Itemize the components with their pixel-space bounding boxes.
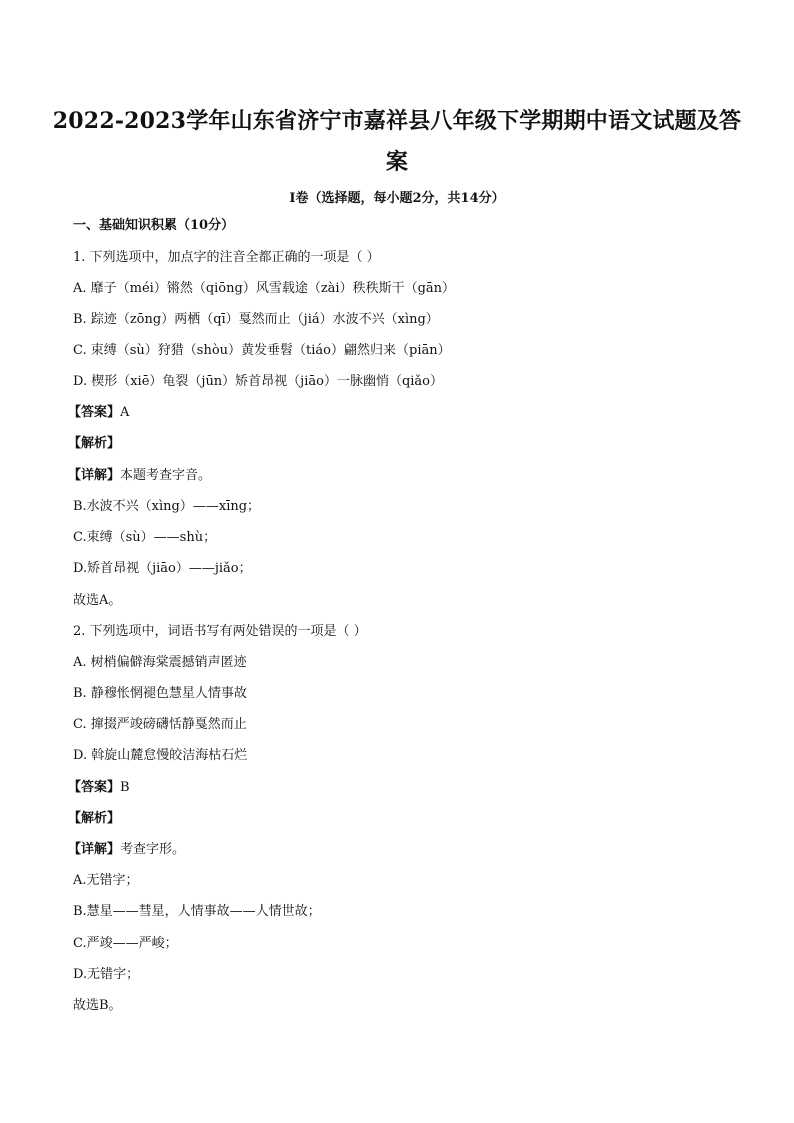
q1-conclusion: 故选A。 [73, 593, 122, 608]
q1-option-d: D. 楔形（xiē）龟裂（jūn）矫首昂视（jiāo）一脉幽悄（qiǎo） [73, 374, 444, 389]
q2-option-c: C. 撺掇严竣磅礴恬静戛然而止 [73, 717, 247, 732]
answer-value: B [120, 780, 130, 795]
section-heading: 一、基础知识积累（10分） [73, 218, 235, 233]
q2-detail [68, 842, 185, 858]
detail-tag: 【详解】 [68, 842, 121, 857]
q1-explain-c: C.束缚（sù）——shù； [73, 530, 217, 545]
q1-option-c: C. 束缚（sù）狩猎（shòu）黄发垂髫（tiáo）翩然归来（piān） [73, 343, 451, 358]
q2-answer [68, 780, 130, 796]
q2-explain-a: A.无错字； [73, 873, 139, 888]
q1-option-a: A. 靡子（méi）锵然（qiōng）风雪载途（zài）秩秩斯干（gān） [73, 281, 456, 296]
answer-value: A [120, 405, 130, 420]
q1-option-b: B. 踪迹（zōng）两栖（qī）戛然而止（jiá）水波不兴（xìng） [73, 312, 439, 327]
detail-text: 考查字形。 [120, 842, 186, 857]
q1-detail [68, 468, 211, 484]
q1-answer [68, 405, 129, 421]
q1-explain-b: B.水波不兴（xìng）——xīng； [73, 499, 261, 514]
q2-option-b: B. 静穆怅惘褪色慧星人情事故 [73, 686, 247, 701]
doc-title-line1: 2022-2023学年山东省济宁市嘉祥县八年级下学期期中语文试题及答 [52, 108, 742, 134]
q2-option-a: A. 树梢偏僻海棠震撼销声匿迹 [73, 655, 247, 670]
detail-text: 本题考查字音。 [120, 468, 212, 483]
q2-explain-c: C.严竣——严峻； [73, 936, 178, 951]
q2-option-d: D. 斡旋山麓怠慢皎洁海枯石烂 [73, 748, 248, 763]
analysis-tag: 【解析】 [68, 436, 121, 451]
q2-explain-b: B.慧星——彗星，人情事故——人情世故； [73, 904, 321, 919]
q1-analysis-tag [68, 436, 120, 452]
q2-stem: 2. 下列选项中，词语书写有两处错误的一项是（ ） [73, 624, 367, 639]
q2-analysis-tag [68, 811, 120, 827]
section-subtitle: I卷（选择题，每小题2分，共14分） [289, 191, 505, 206]
answer-tag: 【答案】 [68, 405, 121, 420]
detail-tag: 【详解】 [68, 468, 121, 483]
analysis-tag: 【解析】 [68, 811, 121, 826]
q1-stem: 1. 下列选项中，加点字的注音全都正确的一项是（ ） [73, 250, 380, 265]
answer-tag: 【答案】 [68, 780, 121, 795]
doc-title-line2: 案 [385, 149, 409, 175]
q2-conclusion: 故选B。 [73, 998, 122, 1013]
q2-explain-d: D.无错字； [73, 967, 140, 982]
q1-explain-d: D.矫首昂视（jiāo）——jiǎo； [73, 561, 252, 576]
